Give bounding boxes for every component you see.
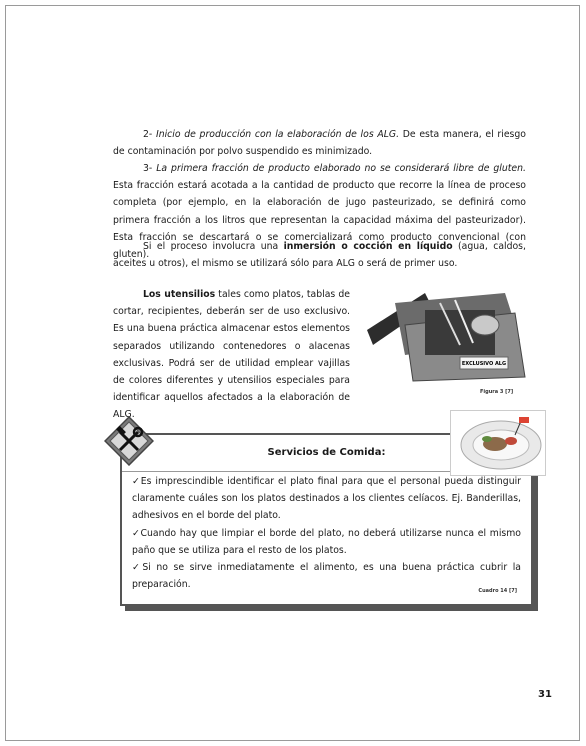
box-item: ✓Si no se sirve inmediatamente el alimento, es una buena práctica cubrir la preparación. [132,562,521,591]
paragraph-item-2 [113,126,526,160]
immersion-pre: Si el proceso involucra una [143,241,284,252]
utensils-bold: Los utensilios [143,289,216,300]
figure-caption: Figura 3 [7] [480,389,514,395]
utensils-text: tales como platos, tablas de cortar, recipientes, deberán ser de uso exclusivo. Es una buena práctica almacenar estos elementos separados utilizando contenedores o alacenas exclusivas. Podrá ser de utilidad emplear vajillas de colores diferentes y utensilios especiales para identificar aquellos afectados a la elaboración de ALG. [113,289,350,421]
box-caption: Cuadro 14 [7] [478,588,517,594]
item-3-italic: La primera fracción de producto elaborado no se considerará libre de gluten. [156,163,526,174]
paragraph-utensils [113,286,350,424]
item-2-number: 2- [143,129,153,140]
box-title: Servicios de Comida: [267,447,386,458]
immersion-bold: inmersión o cocción en líquido [283,241,453,252]
photo-box-label: EXCLUSIVO ALG [461,361,507,367]
item-2-text: De esta manera, el riesgo de contaminación por polvo suspendido es minimizado. [113,129,526,158]
item-3-number: 3- [143,163,153,174]
box-body [132,473,521,593]
immersion-post: (agua, caldos, aceites u otros), el mismo se utilizará sólo para ALG o será de primer uso. [113,241,526,270]
item-3-text: Esta fracción estará acotada a la cantidad de producto que recorre la línea de proceso completa (por ejemplo, en la elaboración de jugo pasteurizado, se definirá como primera fracción a los litros que representan la capacidad máxima del pasteurizador). Esta fracción se descartará o se comercializará como producto convencional (con gluten). [113,180,526,261]
item-2-italic: Inicio de producción con la elaboración de los ALG. [155,129,400,140]
tools-icon [104,416,154,466]
plate-photo [450,410,546,476]
box-item: ✓Es imprescindible identificar el plato final para que el personal pueda distinguir claramente cuáles son los platos destinados a los clientes celíacos. Ej. Banderillas, adhesivos en el borde del plato. [132,476,521,522]
page-number: 31 [538,689,552,700]
paragraph-immersion [113,238,526,272]
utensils-box-photo [365,285,528,385]
box-item: ✓Cuando hay que limpiar el borde del plato, no deberá utilizarse nunca el mismo paño que se utiliza para el resto de los platos. [132,527,521,556]
